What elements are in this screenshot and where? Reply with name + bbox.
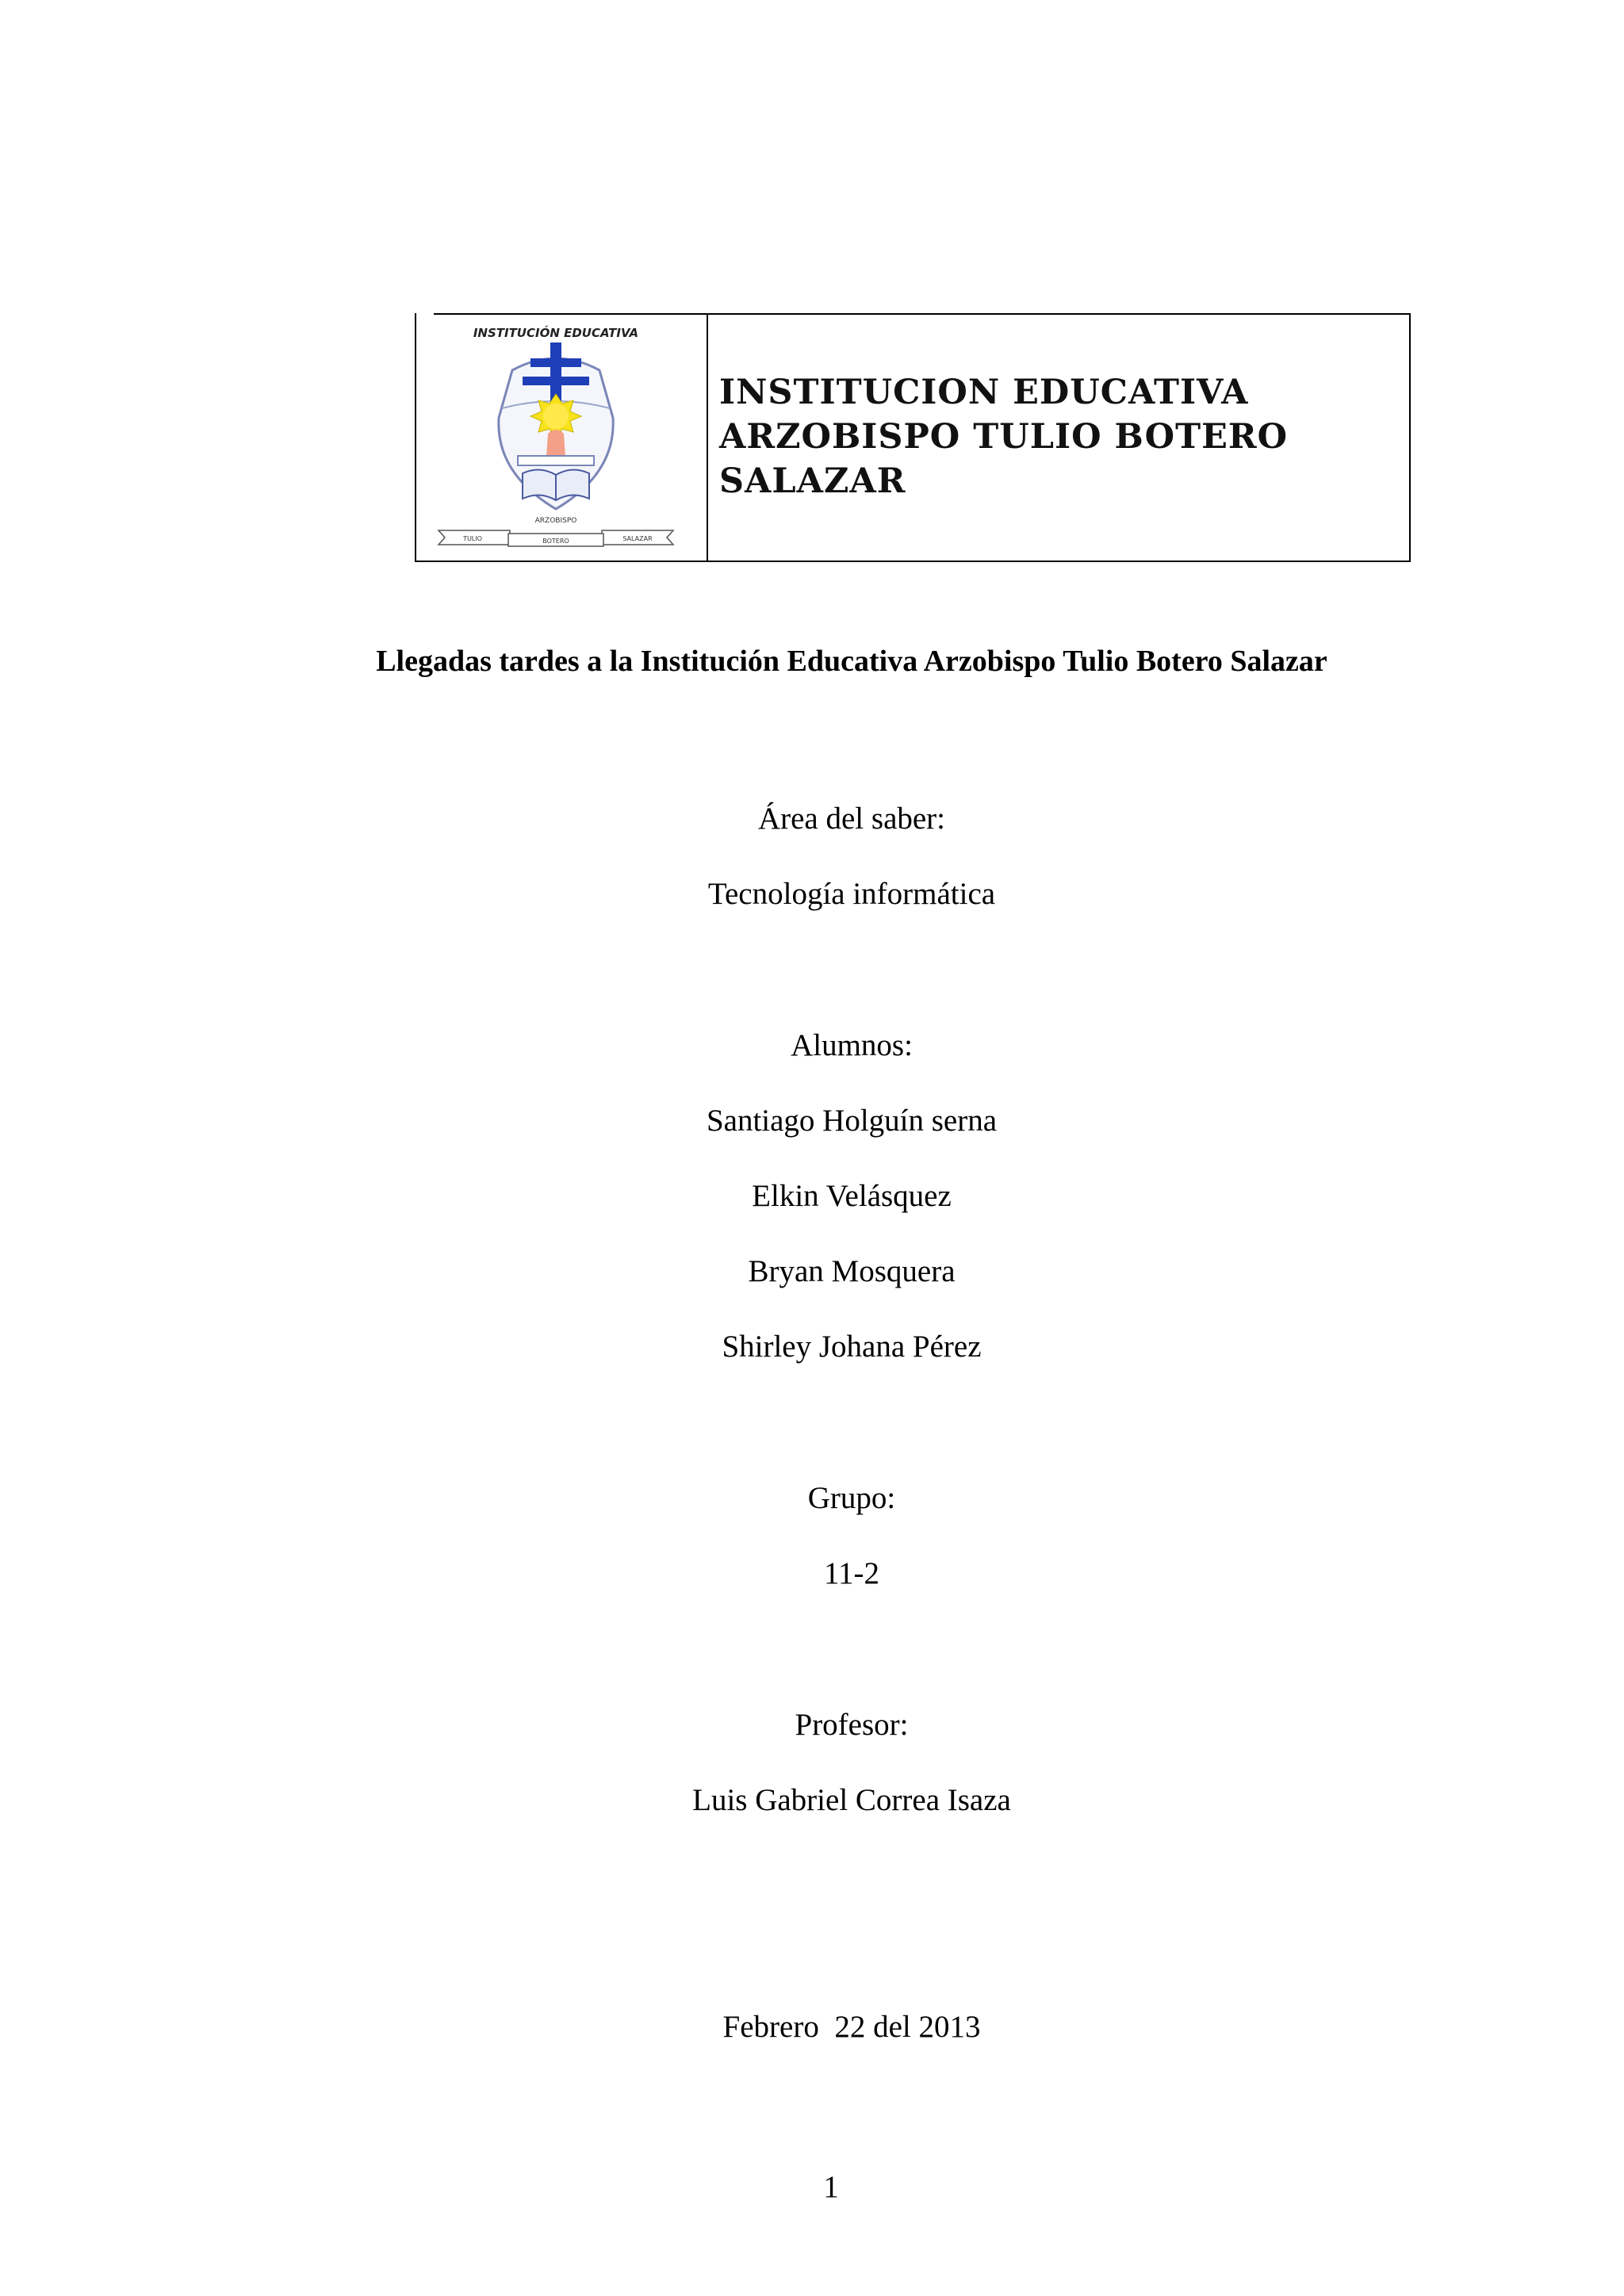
group-value: 11-2 [823,1556,880,1590]
institution-crest-logo [429,315,695,553]
institution-name-line: INSTITUCION EDUCATIVA [719,373,1249,412]
logo-arc-text: INSTITUCIÓN EDUCATIVA [473,326,639,340]
group-label: Grupo: [807,1481,896,1515]
student-name: Santiago Holguín serna [706,1104,998,1138]
logo-cell [416,315,708,561]
logo-ribbon-top: ARZOBISPO [534,517,577,525]
student-name: Bryan Mosquera [748,1254,956,1288]
area-value: Tecnología informática [707,877,996,911]
area-label: Área del saber: [757,802,946,836]
logo-ribbon-center: BOTERO [542,538,569,545]
students-label: Alumnos: [791,1028,913,1062]
student-name: Elkin Velásquez [752,1179,952,1213]
logo-ribbon-right: SALAZAR [622,535,653,542]
institution-name-line: SALAZAR [719,461,906,501]
document-date: Febrero 22 del 2013 [722,2010,981,2044]
page-number: 1 [823,2170,839,2204]
logo-ribbon-left: TULIO [463,535,482,542]
document-title: Llegadas tardes a la Institución Educativa Arzobispo Tulio Botero Salazar [376,645,1327,678]
institution-name [719,370,1401,503]
teacher-label: Profesor: [795,1708,909,1742]
institution-header [415,313,1411,562]
teacher-value: Luis Gabriel Correa Isaza [692,1783,1011,1817]
student-name: Shirley Johana Pérez [722,1330,982,1364]
institution-name-line: ARZOBISPO TULIO BOTERO [719,417,1289,457]
